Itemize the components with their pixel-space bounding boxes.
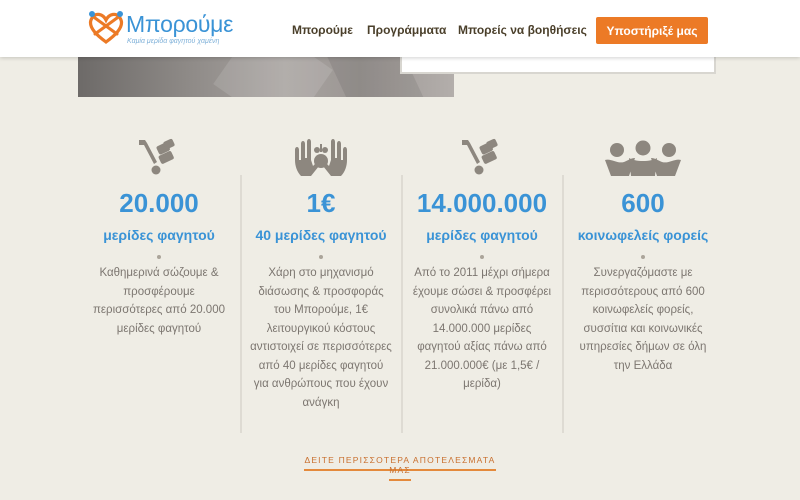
stat-description: Καθημερινά σώζουμε & προσφέρουμε περισσότερες από 20.000 μερίδες φαγητού xyxy=(92,267,225,335)
logo-name: Μπορούμε xyxy=(126,11,234,37)
stat-description: Συνεργαζόμαστε με περισσότερους από 600 κοινωφελείς φορείς, συσσίτια και κοινωνικές υπηρεσίες δήμων σε όλη την Ελλάδα xyxy=(579,267,707,372)
more-results-link[interactable] xyxy=(300,455,500,475)
stat-label: κοινωφελείς φορείς xyxy=(577,227,709,243)
helping-hands-icon xyxy=(293,136,349,178)
dot-separator xyxy=(641,255,645,259)
food-cart-icon xyxy=(460,136,504,178)
nav-item-about[interactable]: Μπορούμε xyxy=(292,23,353,37)
stat-value: 600 xyxy=(621,188,665,218)
stat-label: μερίδες φαγητού xyxy=(103,227,215,243)
stat-label: μερίδες φαγητού xyxy=(426,227,538,243)
more-results-label: ΔΕΙΤΕ ΠΕΡΙΣΣΟΤΕΡΑ ΑΠΟΤΕΛΕΣΜΑΤΑ ΜΑΣ xyxy=(304,455,495,481)
stat-value: 20.000 xyxy=(119,188,199,218)
site-logo[interactable] xyxy=(86,8,246,48)
stat-description: Από το 2011 μέχρι σήμερα έχουμε σώσει & προσφέρει συνολικά πάνω από 14.000.000 μερίδες φαγητού αξίας πάνω από 21.000.000€ (με 1,5€ / μερίδα) xyxy=(412,267,552,390)
stat-value: 1€ xyxy=(306,188,336,218)
support-us-button[interactable]: Υποστήριξέ μας xyxy=(596,17,708,44)
nav-item-programs[interactable]: Προγράμματα xyxy=(367,23,447,37)
hero-photo xyxy=(78,57,454,97)
dot-separator xyxy=(480,255,484,259)
site-header xyxy=(0,0,800,57)
stat-value: 14.000.000 xyxy=(416,188,548,218)
logo-tagline: Καμία μερίδα φαγητού χαμένη xyxy=(127,38,220,45)
heart-knot-logo-icon xyxy=(86,8,126,48)
people-group-icon xyxy=(605,136,681,178)
dot-separator xyxy=(319,255,323,259)
dot-separator xyxy=(157,255,161,259)
stat-label: 40 μερίδες φαγητού xyxy=(255,227,387,243)
nav-item-help[interactable]: Μπορείς να βοηθήσεις xyxy=(458,23,587,37)
hero-card xyxy=(400,57,716,74)
stat-description: Χάρη στο μηχανισμό διάσωσης & προσφοράς του Μπορούμε, 1€ λειτουργικού κόστους αντιστοιχεί σε περισσότερες από 40 μερίδες φαγητού για ανθρώπους που έχουν ανάγκη xyxy=(250,267,392,409)
food-cart-icon xyxy=(137,136,181,178)
